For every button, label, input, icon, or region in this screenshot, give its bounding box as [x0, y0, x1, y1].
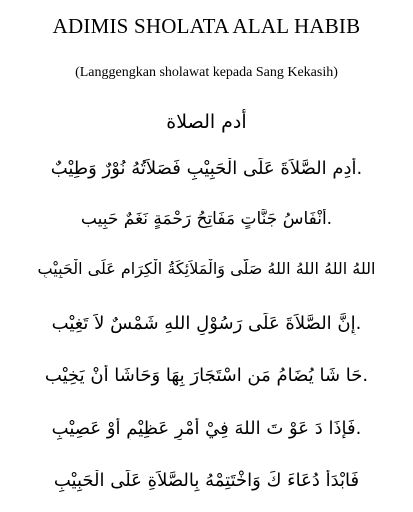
arabic-heading: أدم الصلاة — [166, 111, 247, 133]
verse-line: .فَإِذَا دَ عَوْ تَ اللهَ فِيْ أَمْرٍ عَظِيْمٍ أَوْ عَصِيْبٍ — [51, 418, 362, 439]
verse-line: .إِنَّ الصَّلاَةَ عَلَى رَسُوْلِ اللهِ شَمْسٌ لاَ تَغِيْب — [51, 313, 362, 334]
document-subtitle: (Langgengkan sholawat kepada Sang Kekasih) — [75, 65, 338, 80]
document-title: ADIMIS SHOLATA ALAL HABIB — [52, 14, 361, 38]
verse-line: اللهُ اللهُ اللهُ اللهُ صَلَّى وَالْمَلاَئِكَةُ الْكِرَامِ عَلَى الْحَبِيْبِ — [37, 259, 376, 278]
verse-line: .أَنْفَاسُ جَنَّاتٍ مَفَاتِحُ رَحْمَةٍ نَغَمٌ حَبِيب — [80, 209, 333, 229]
verse-line: .أَدِمِ الصَّلاَةَ عَلَى الْحَبِيْبِ فَصَلاَتُهُ نُوْرٌ وَطِيْبٌ — [50, 158, 363, 179]
verse-line: .حَا شَا يُضَامُ مَنِ اسْتَجَارَ بِهَا وَحَاشَا أَنْ يَخِيْب — [44, 365, 369, 386]
verse-line: فَابْدَأْ دُعَاءَ كَ وَاخْتَتِمْهُ بِالصَّلاَةِ عَلَى الْحَبِيْبِ — [53, 470, 360, 491]
